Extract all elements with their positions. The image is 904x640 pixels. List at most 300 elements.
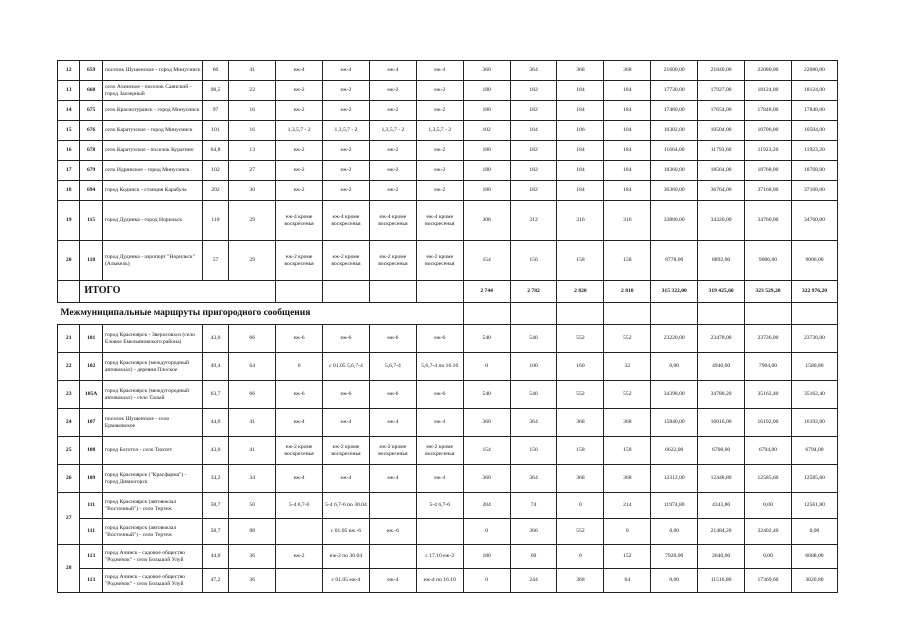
trip-time-cell: 41: [229, 437, 276, 465]
trips-count-cell: 0: [557, 545, 604, 569]
routes-block-a: [58, 61, 838, 281]
row-number-cell: 14: [58, 101, 80, 121]
route-name-cell: город Боготол - село Тюхтет: [102, 437, 202, 465]
mileage-cell: 15840,00: [651, 409, 698, 437]
trips-count-cell: 158: [557, 241, 604, 281]
schedule-cell: [416, 519, 463, 545]
itogo-value: 319 425,60: [698, 281, 745, 303]
trips-count-cell: 360: [463, 465, 510, 493]
trips-count-cell: 368: [557, 465, 604, 493]
mileage-cell: 0,00: [745, 545, 792, 569]
itogo-value: 2 782: [510, 281, 557, 303]
trip-time-cell: 27: [229, 161, 276, 181]
trip-time-cell: 36: [229, 545, 276, 569]
trips-count-cell: 184: [557, 181, 604, 201]
mileage-cell: 18124,00: [791, 81, 837, 101]
table-row: [58, 493, 838, 519]
route-code-cell: 676: [80, 121, 102, 141]
route-name-cell: город Красноярск (автовокзал "Восточный") - село Тертеж: [102, 519, 202, 545]
schedule-cell: еж-2: [416, 81, 463, 101]
trips-count-cell: 160: [557, 353, 604, 381]
mileage-cell: 12312,00: [651, 465, 698, 493]
trips-count-cell: 540: [463, 325, 510, 353]
schedule-cell: еж-2: [323, 141, 370, 161]
schedule-cell: еж-2 кроме воскресенья: [276, 437, 323, 465]
schedule-cell: еж-6: [416, 325, 463, 353]
schedule-cell: еж-4: [369, 409, 416, 437]
trips-count-cell: 184: [557, 101, 604, 121]
document-sheet: [57, 60, 838, 593]
schedule-cell: 1,3,5,7 - 2: [416, 121, 463, 141]
mileage-cell: 6622,00: [651, 437, 698, 465]
route-code-cell: 102: [80, 353, 102, 381]
schedule-cell: еж-6: [416, 381, 463, 409]
mileage-cell: 6708,00: [698, 437, 745, 465]
mileage-cell: 35162,40: [745, 381, 792, 409]
row-number-cell: 24: [58, 409, 80, 437]
mileage-cell: 16192,00: [791, 409, 837, 437]
itogo-value: 2 744: [463, 281, 510, 303]
route-code-cell: 115: [80, 201, 102, 241]
trips-count-cell: 0: [463, 353, 510, 381]
mileage-cell: 7920,00: [651, 545, 698, 569]
route-code-cell: 679: [80, 161, 102, 181]
schedule-cell: 1,3,5,7 - 2: [276, 121, 323, 141]
schedule-cell: 1,3,5,7 - 2: [323, 121, 370, 141]
route-code-cell: 111: [80, 519, 102, 545]
schedule-cell: еж-2: [323, 181, 370, 201]
table-row: [58, 61, 838, 81]
trips-count-cell: 368: [557, 61, 604, 81]
trips-count-cell: 184: [557, 141, 604, 161]
trip-time-cell: 66: [229, 381, 276, 409]
trips-count-cell: 316: [557, 201, 604, 241]
route-length-cell: 102: [202, 161, 229, 181]
routes-table: [57, 60, 838, 593]
schedule-cell: еж-2: [416, 101, 463, 121]
trips-count-cell: 540: [463, 381, 510, 409]
schedule-cell: 5-4 6,7-6: [276, 493, 323, 519]
schedule-cell: [369, 545, 416, 569]
schedule-cell: еж-2: [276, 141, 323, 161]
row-number-cell: 17: [58, 161, 80, 181]
trip-time-cell: 13: [229, 141, 276, 161]
trips-count-cell: 364: [510, 409, 557, 437]
trips-count-cell: 366: [510, 519, 557, 545]
route-name-cell: поселок Шушенское - город Минусинск: [102, 61, 202, 81]
trip-time-cell: 66: [229, 325, 276, 353]
trips-count-cell: 182: [510, 161, 557, 181]
schedule-cell: [276, 519, 323, 545]
mileage-cell: 34760,00: [745, 201, 792, 241]
schedule-cell: 1,3,5,7 - 2: [369, 121, 416, 141]
schedule-cell: еж-2 кроме воскресенья: [323, 437, 370, 465]
route-name-cell: село Ачинское - поселок Саянский - город Заозерный: [102, 81, 202, 101]
row-number-cell: 25: [58, 437, 80, 465]
route-code-cell: 675: [80, 101, 102, 121]
schedule-cell: еж-2: [369, 81, 416, 101]
row-number-cell: 15: [58, 121, 80, 141]
schedule-cell: еж-4 кроме воскресенья: [416, 201, 463, 241]
schedule-cell: еж-2: [416, 161, 463, 181]
mileage-cell: 23220,00: [651, 325, 698, 353]
trips-count-cell: 158: [604, 241, 651, 281]
section-heading-row: [58, 303, 838, 325]
route-length-cell: 60: [202, 61, 229, 81]
trips-count-cell: 552: [604, 325, 651, 353]
trips-count-cell: 180: [463, 81, 510, 101]
route-length-cell: 98,5: [202, 81, 229, 101]
schedule-cell: еж-2: [369, 101, 416, 121]
mileage-cell: 22080,00: [791, 61, 837, 81]
schedule-cell: еж-4 кроме воскресенья: [276, 201, 323, 241]
itogo-value: 323 529,20: [745, 281, 792, 303]
route-name-cell: поселок Шушенское - село Ермаковское: [102, 409, 202, 437]
trip-time-cell: 34: [229, 465, 276, 493]
trips-count-cell: 180: [463, 545, 510, 569]
trips-count-cell: 74: [510, 493, 557, 519]
trip-time-cell: 41: [229, 409, 276, 437]
schedule-cell: еж-4: [323, 409, 370, 437]
mileage-cell: 21840,00: [698, 61, 745, 81]
schedule-cell: еж-4: [276, 465, 323, 493]
table-row: [58, 409, 838, 437]
mileage-cell: 16016,00: [698, 409, 745, 437]
mileage-cell: 21484,20: [698, 519, 745, 545]
mileage-cell: 10302,00: [651, 121, 698, 141]
route-length-cell: 43,0: [202, 437, 229, 465]
schedule-cell: еж.-6: [369, 519, 416, 545]
mileage-cell: 8778,00: [651, 241, 698, 281]
mileage-cell: 0,00: [791, 519, 837, 545]
trip-time-cell: 29: [229, 201, 276, 241]
row-number-cell: 16: [58, 141, 80, 161]
mileage-cell: 8892,00: [698, 241, 745, 281]
section-blank-cell: [510, 303, 557, 325]
route-length-cell: 47,2: [202, 569, 229, 593]
mileage-cell: 34760,00: [791, 201, 837, 241]
row-number-cell: 26: [58, 465, 80, 493]
schedule-cell: еж-4: [369, 61, 416, 81]
mileage-cell: 17730,00: [651, 81, 698, 101]
trips-count-cell: 364: [510, 465, 557, 493]
route-name-cell: город Красноярск ("Красфарма") - город Дивногорск: [102, 465, 202, 493]
mileage-cell: 0,00: [651, 569, 698, 593]
trips-count-cell: 152: [604, 545, 651, 569]
schedule-cell: 5-4 6,7-6 по 30.04: [323, 493, 370, 519]
mileage-cell: 10504,00: [791, 121, 837, 141]
mileage-cell: 17654,00: [698, 101, 745, 121]
schedule-cell: еж-4 кроме воскресенья: [323, 201, 370, 241]
trips-count-cell: 0: [604, 519, 651, 545]
trips-count-cell: 182: [510, 181, 557, 201]
mileage-cell: 12585,60: [791, 465, 837, 493]
route-code-cell: 110: [80, 241, 102, 281]
trips-count-cell: 0: [463, 569, 510, 593]
table-row: [58, 81, 838, 101]
schedule-cell: с 01.05 еж-4: [323, 569, 370, 593]
trips-count-cell: 184: [604, 101, 651, 121]
table-row: [58, 121, 838, 141]
trips-count-cell: 156: [510, 437, 557, 465]
schedule-cell: еж-2 кроме воскресенья: [416, 241, 463, 281]
schedule-cell: еж-4: [369, 569, 416, 593]
route-code-cell: 668: [80, 81, 102, 101]
table-row: [58, 569, 838, 593]
schedule-cell: еж-2: [416, 141, 463, 161]
trip-time-cell: 16: [229, 101, 276, 121]
trips-count-cell: 368: [604, 61, 651, 81]
route-code-cell: 111: [80, 493, 102, 519]
mileage-cell: 17848,00: [791, 101, 837, 121]
schedule-cell: еж-2 кроме воскресенья: [276, 241, 323, 281]
trips-count-cell: 312: [510, 201, 557, 241]
trips-count-cell: 204: [463, 493, 510, 519]
route-code-cell: 678: [80, 141, 102, 161]
trips-count-cell: 0: [463, 519, 510, 545]
schedule-cell: еж-2: [276, 545, 323, 569]
mileage-cell: 11793,60: [698, 141, 745, 161]
trips-count-cell: 158: [604, 437, 651, 465]
trips-count-cell: 184: [604, 161, 651, 181]
trips-count-cell: 100: [510, 353, 557, 381]
row-number-cell: 19: [58, 201, 80, 241]
schedule-cell: еж-2: [369, 181, 416, 201]
route-length-cell: 110: [202, 201, 229, 241]
mileage-cell: 6688,00: [791, 545, 837, 569]
itogo-value: 322 976,20: [791, 281, 837, 303]
mileage-cell: 36360,00: [651, 181, 698, 201]
trips-count-cell: 368: [557, 409, 604, 437]
mileage-cell: 9006,00: [791, 241, 837, 281]
schedule-cell: еж-4: [323, 465, 370, 493]
trips-count-cell: 104: [510, 121, 557, 141]
mileage-cell: 18564,00: [698, 161, 745, 181]
schedule-cell: еж-4 кроме воскресенья: [369, 201, 416, 241]
row-number-cell: 13: [58, 81, 80, 101]
itogo-label: ИТОГО: [80, 281, 276, 303]
schedule-cell: еж-6: [323, 325, 370, 353]
itogo-value: 315 322,00: [651, 281, 698, 303]
table-row: [58, 545, 838, 569]
route-code-cell: 113: [80, 545, 102, 569]
trips-count-cell: 32: [604, 353, 651, 381]
mileage-cell: 23478,00: [698, 325, 745, 353]
schedule-cell: еж-2 кроме воскресенья: [416, 437, 463, 465]
schedule-cell: еж-2 кроме воскресенья: [323, 241, 370, 281]
route-name-cell: город Кодинск - станция Карабула: [102, 181, 202, 201]
mileage-cell: 34398,00: [651, 381, 698, 409]
trips-count-cell: 158: [557, 437, 604, 465]
mileage-cell: 18768,00: [791, 161, 837, 181]
mileage-cell: 4940,00: [698, 353, 745, 381]
trips-count-cell: 552: [604, 381, 651, 409]
mileage-cell: 17927,00: [698, 81, 745, 101]
trips-count-cell: 214: [604, 493, 651, 519]
mileage-cell: 17848,00: [745, 101, 792, 121]
route-length-cell: 57: [202, 241, 229, 281]
mileage-cell: 18124,00: [745, 81, 792, 101]
route-code-cell: 108: [80, 437, 102, 465]
row-number-cell: 21: [58, 325, 80, 353]
trips-count-cell: 64: [604, 569, 651, 593]
route-length-cell: 34,2: [202, 465, 229, 493]
trips-count-cell: 104: [604, 121, 651, 141]
trips-count-cell: 184: [557, 161, 604, 181]
route-code-cell: 109: [80, 465, 102, 493]
mileage-cell: 33880,00: [651, 201, 698, 241]
mileage-cell: 23736,00: [791, 325, 837, 353]
schedule-cell: еж-6: [369, 381, 416, 409]
mileage-cell: 18768,00: [745, 161, 792, 181]
itogo-row: [58, 281, 838, 303]
mileage-cell: 37168,00: [745, 181, 792, 201]
schedule-cell: еж-6: [276, 381, 323, 409]
mileage-cell: 18360,00: [651, 161, 698, 181]
trips-count-cell: 180: [463, 181, 510, 201]
schedule-cell: еж-2: [323, 161, 370, 181]
table-row: [58, 465, 838, 493]
route-length-cell: 58,7: [202, 519, 229, 545]
mileage-cell: 36764,00: [698, 181, 745, 201]
trips-count-cell: 368: [557, 569, 604, 593]
route-length-cell: 63,7: [202, 381, 229, 409]
itogo-blank-cell: [276, 281, 323, 303]
mileage-cell: 21600,00: [651, 61, 698, 81]
schedule-cell: еж-6: [276, 325, 323, 353]
mileage-cell: 12585,60: [745, 465, 792, 493]
route-name-cell: город Красноярск - Зверосовхоз (село Еловое Емельяновского района): [102, 325, 202, 353]
schedule-cell: еж-2 кроме воскресенья: [369, 241, 416, 281]
table-row: [58, 181, 838, 201]
schedule-cell: еж-2: [323, 101, 370, 121]
section-blank-cell: [791, 303, 837, 325]
trips-count-cell: 552: [557, 519, 604, 545]
trips-count-cell: 308: [463, 201, 510, 241]
trips-count-cell: 546: [510, 381, 557, 409]
table-row: [58, 101, 838, 121]
schedule-cell: с 01.05 еж.-6: [323, 519, 370, 545]
route-length-cell: 58,7: [202, 493, 229, 519]
itogo-value: 2 810: [604, 281, 651, 303]
route-name-cell: город Красноярск (междугородный автовокзал) - деревня Плоское: [102, 353, 202, 381]
trip-time-cell: 41: [229, 61, 276, 81]
row-number-cell: 23: [58, 381, 80, 409]
mileage-cell: 10504,00: [698, 121, 745, 141]
table-row: [58, 381, 838, 409]
route-code-cell: 101: [80, 325, 102, 353]
trips-count-cell: 184: [604, 141, 651, 161]
mileage-cell: 10706,00: [745, 121, 792, 141]
route-length-cell: 43,0: [202, 325, 229, 353]
schedule-cell: еж-4: [416, 465, 463, 493]
schedule-cell: еж-2: [276, 181, 323, 201]
section-blank-cell: [698, 303, 745, 325]
trips-count-cell: 546: [510, 325, 557, 353]
trips-count-cell: 552: [557, 381, 604, 409]
trips-count-cell: 316: [604, 201, 651, 241]
route-name-cell: город Дудинка - город Норильск: [102, 201, 202, 241]
schedule-cell: 5-4 6,7-6: [416, 493, 463, 519]
mileage-cell: 7904,00: [745, 353, 792, 381]
trips-count-cell: 182: [510, 141, 557, 161]
mileage-cell: 9006,00: [745, 241, 792, 281]
section-blank-cell: [463, 303, 510, 325]
trips-count-cell: 180: [463, 141, 510, 161]
trips-count-cell: 180: [463, 161, 510, 181]
trips-count-cell: 182: [510, 81, 557, 101]
mileage-cell: 0,00: [745, 493, 792, 519]
mileage-cell: 17369,60: [745, 569, 792, 593]
schedule-cell: еж-2: [369, 141, 416, 161]
route-length-cell: 97: [202, 101, 229, 121]
schedule-cell: еж-4: [323, 61, 370, 81]
schedule-cell: еж-4: [369, 465, 416, 493]
schedule-cell: еж-2: [369, 161, 416, 181]
itogo-blank-cell: [369, 281, 416, 303]
schedule-cell: с 01.05 5,6,7-4: [323, 353, 370, 381]
trip-time-cell: 29: [229, 241, 276, 281]
schedule-cell: еж-2 по 30.04: [323, 545, 370, 569]
route-name-cell: город Дудинка - аэропорт "Норильск" (Алыкель): [102, 241, 202, 281]
route-name-cell: город Красноярск (автовокзал "Восточный") - село Тертеж: [102, 493, 202, 519]
schedule-cell: 5,6,7-4: [369, 353, 416, 381]
trip-time-cell: 50: [229, 493, 276, 519]
trip-time-cell: 88: [229, 519, 276, 545]
route-code-cell: 107: [80, 409, 102, 437]
trip-time-cell: 30: [229, 181, 276, 201]
route-name-cell: город Ачинск - садовое общество "Родничок" - село Большой Улуй: [102, 569, 202, 593]
trips-count-cell: 360: [463, 409, 510, 437]
section-blank-cell: [557, 303, 604, 325]
trips-count-cell: 364: [510, 61, 557, 81]
trips-count-cell: 156: [510, 241, 557, 281]
mileage-cell: 11923,20: [791, 141, 837, 161]
trips-count-cell: 360: [463, 61, 510, 81]
row-number-cell: 22: [58, 353, 80, 381]
row-number-cell: 18: [58, 181, 80, 201]
mileage-cell: 11974,80: [651, 493, 698, 519]
mileage-cell: 3020,80: [791, 569, 837, 593]
mileage-cell: 11664,00: [651, 141, 698, 161]
section-blank-cell: [745, 303, 792, 325]
schedule-cell: еж-4: [416, 409, 463, 437]
mileage-cell: 22080,00: [745, 61, 792, 81]
mileage-cell: 11923,20: [745, 141, 792, 161]
schedule-cell: еж-2: [416, 181, 463, 201]
trips-count-cell: 0: [557, 493, 604, 519]
route-code-cell: 659: [80, 61, 102, 81]
mileage-cell: 12448,80: [698, 465, 745, 493]
mileage-cell: 0,00: [651, 519, 698, 545]
mileage-cell: 1580,80: [791, 353, 837, 381]
mileage-cell: 6794,00: [745, 437, 792, 465]
trip-time-cell: 16: [229, 121, 276, 141]
mileage-cell: 11516,80: [698, 569, 745, 593]
mileage-cell: 37168,00: [791, 181, 837, 201]
trips-count-cell: 552: [557, 325, 604, 353]
row-number-cell: 12: [58, 61, 80, 81]
schedule-cell: 5,6,7-4 по 16.10: [416, 353, 463, 381]
route-name-cell: город Ачинск - садовое общество "Родничок" - село Большой Улуй: [102, 545, 202, 569]
section-blank-cell: [604, 303, 651, 325]
trips-count-cell: 184: [604, 81, 651, 101]
trips-count-cell: 244: [510, 569, 557, 593]
schedule-cell: [276, 569, 323, 593]
itogo-blank-cell: [416, 281, 463, 303]
trips-count-cell: 184: [604, 181, 651, 201]
trips-count-cell: 60: [510, 545, 557, 569]
